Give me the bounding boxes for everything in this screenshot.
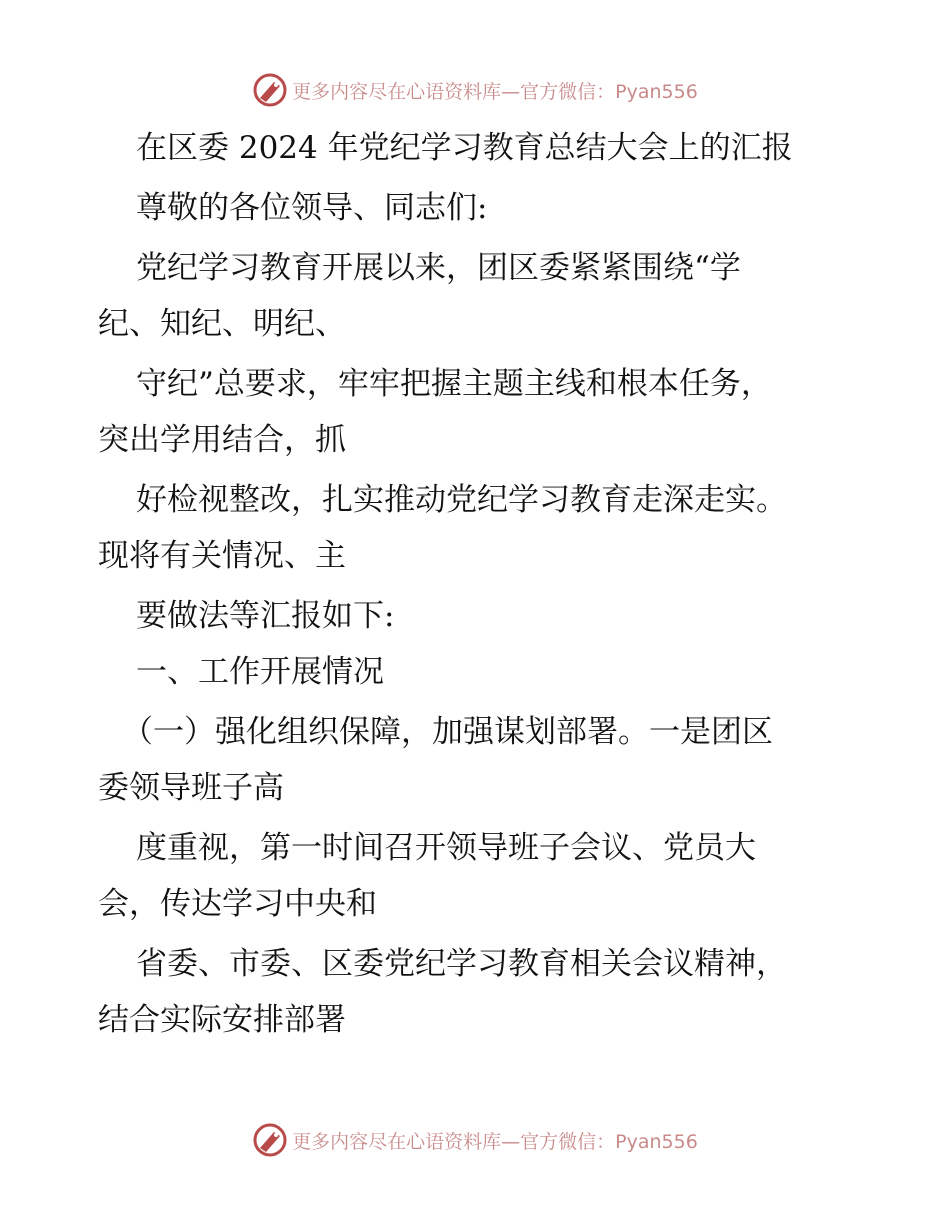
paragraph-line: 会，传达学习中央和 — [98, 886, 377, 922]
paragraph-line: 现将有关情况、主 — [98, 538, 346, 574]
paragraph-line: 度重视，第一时间召开领导班子会议、党员大 — [136, 830, 756, 866]
header-watermark-banner — [0, 70, 950, 110]
salutation: 尊敬的各位领导、同志们: — [136, 190, 488, 226]
paragraph-line: 省委、市委、区委党纪学习教育相关会议精神， — [136, 946, 787, 982]
pen-nib-logo-icon — [252, 72, 288, 108]
footer-watermark-banner — [0, 1120, 950, 1160]
footer-watermark-text: 更多内容尽在心语资料库—官方微信：Pyan556 — [292, 1130, 698, 1153]
subsection-heading: （一）强化组织保障，加强谋划部署。一是团区 — [122, 714, 773, 750]
paragraph-line: 委领导班子高 — [98, 770, 284, 806]
header-watermark-text: 更多内容尽在心语资料库—官方微信：Pyan556 — [292, 80, 698, 103]
section-heading: 一、工作开展情况 — [136, 654, 384, 690]
paragraph-line: 纪、知纪、明纪、 — [98, 306, 346, 342]
pen-nib-logo-icon — [252, 1122, 288, 1158]
paragraph-line: 突出学用结合，抓 — [98, 422, 346, 458]
paragraph-line: 结合实际安排部署 — [98, 1002, 346, 1038]
document-title: 在区委 2024 年党纪学习教育总结大会上的汇报 — [136, 130, 793, 166]
paragraph-line: 守纪”总要求，牢牢把握主题主线和根本任务， — [136, 366, 772, 402]
paragraph-line: 要做法等汇报如下: — [136, 598, 395, 634]
paragraph-line: 党纪学习教育开展以来，团区委紧紧围绕“学 — [136, 250, 741, 286]
paragraph-line: 好检视整改，扎实推动党纪学习教育走深走实。 — [136, 482, 787, 518]
